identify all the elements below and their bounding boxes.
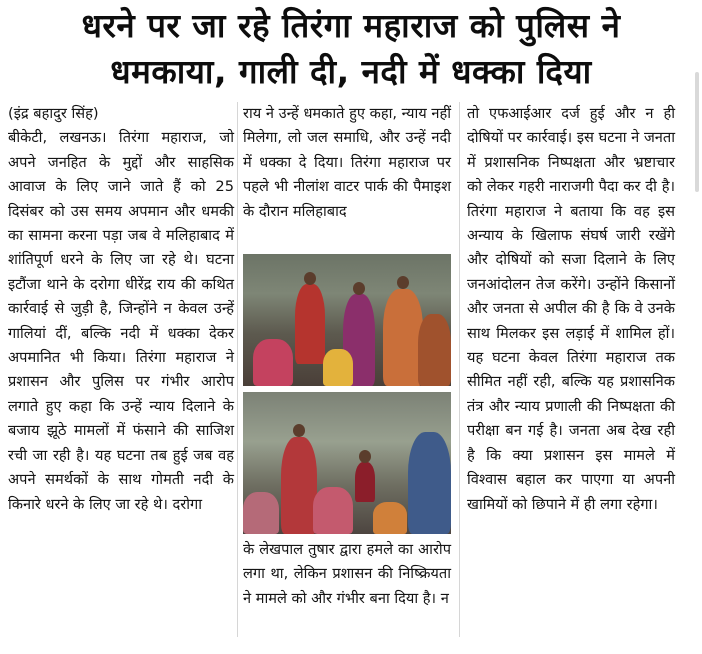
column-2-top-text: राय ने उन्हें धमकाते हुए कहा, न्याय नहीं मिलेगा, लो जल समाधि, और उन्हें नदी में धक्का दे दिया। तिरंगा महाराज पर पहले भी नीलांश वाटर पार्क की पैमाइश के दौरान मलिहाबाद bbox=[243, 105, 451, 220]
headline-line-2: धमकाया, गाली दी, नदी में धक्का दिया bbox=[110, 52, 592, 91]
column-2-bottom-text: के लेखपाल तुषार द्वारा हमले का आरोप लगा था, लेकिन प्रशासन की निष्क्रियता ने मामले को और गंभीर बना दिया है। न bbox=[243, 541, 451, 607]
column-divider bbox=[237, 102, 238, 637]
article-column-3 bbox=[467, 102, 675, 517]
scrollbar[interactable] bbox=[695, 72, 699, 192]
news-photo-top bbox=[243, 254, 451, 386]
article-column-2 bbox=[243, 102, 451, 224]
byline: (इंद्र बहादुर सिंह) bbox=[8, 105, 99, 122]
column-divider bbox=[459, 102, 460, 637]
article-column-2-bottom bbox=[243, 538, 451, 611]
article-column-1 bbox=[8, 102, 234, 517]
headline-line-1: धरने पर जा रहे तिरंगा महाराज को पुलिस ने bbox=[81, 6, 621, 45]
column-1-text: बीकेटी, लखनऊ। तिरंगा महाराज, जो अपने जनहित के मुद्दों और साहसिक आवाज के लिए जाने जाते हैं को 25 दिसंबर को उस समय अपमान और धमकी का सामना करना पड़ा जब वे मलिहाबाद में शांतिपूर्ण धरने के लिए जा रहे थे। घटना इटौंजा थाने के दरोगा धीरेंद्र राय की कथित कार्रवाई से जुड़ी है, जिन्होंने न केवल उन्हें गालियां दीं, बल्कि नदी में धक्का देकर अपमानित भी किया। तिरंगा महाराज ने प्रशासन और पुलिस पर गंभीर आरोप लगाते हुए कहा कि उन्हें न्याय दिलाने के बजाय झूठे मामलों में फंसाने की साजिश रची जा रही है। यह घटना तब हुई जब वह अपने समर्थकों के साथ गोमती नदी के किनारे धरने के लिए जा रहे थे। दरोगा bbox=[8, 129, 234, 513]
news-photo-bottom bbox=[243, 392, 451, 534]
column-3-text: तो एफआईआर दर्ज हुई और न ही दोषियों पर कार्रवाई। इस घटना ने जनता में प्रशासनिक निष्पक्षता और भ्रष्टाचार को लेकर गहरी नाराजगी पैदा कर दी है। तिरंगा महाराज ने बताया कि वह इस अन्याय के खिलाफ संघर्ष जारी रखेंगे और दोषियों को सजा दिलाने के लिए जनआंदोलन तेज करेंगे। उन्होंने किसानों और जनता से अपील की है कि वे उनके साथ मिलकर इस लड़ाई में शामिल हों। यह घटना केवल तिरंगा महाराज तक सीमित नहीं रही, बल्कि यह प्रशासनिक तंत्र और न्याय प्रणाली की निष्पक्षता की परीक्षा बन गई है। जनता अब देख रही है कि क्या प्रशासन इस मामले में विश्वास बहाल कर पाएगा या अपनी खामियों को छिपाने में ही लगा रहेगा। bbox=[467, 105, 675, 513]
